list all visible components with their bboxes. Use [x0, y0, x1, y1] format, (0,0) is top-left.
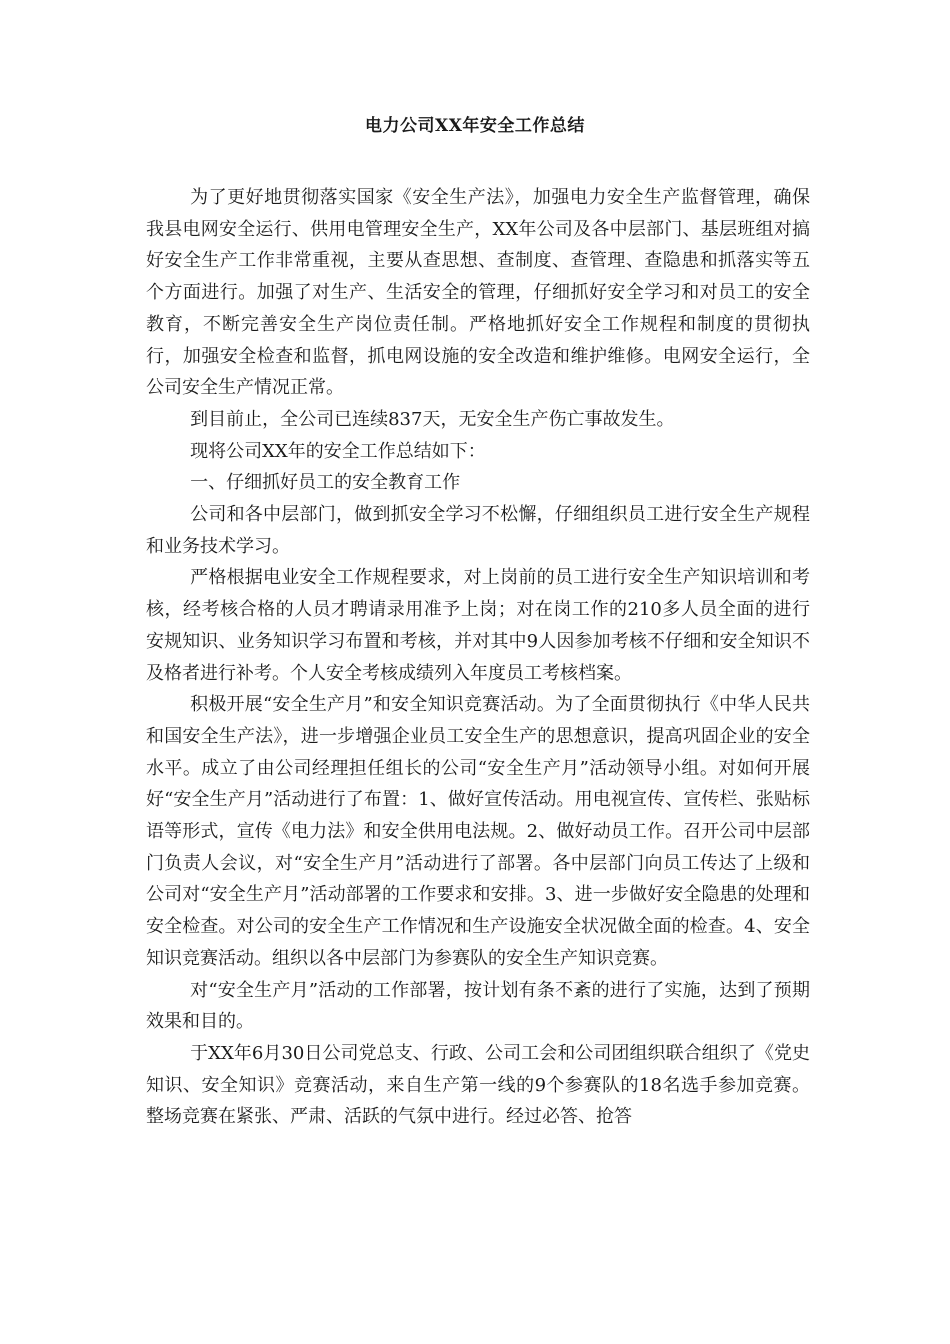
- paragraph-safety-record: 到目前止，全公司已连续837天，无安全生产伤亡事故发生。: [190, 408, 675, 430]
- paragraph-competition: 于XX年6月30日公司党总支、行政、公司工会和公司团组织联合组织了《党史知识、安全知识》竞赛活动，来自生产第一线的9个参赛队的18名选手参加竞赛。整场竞赛在紧张、严肃、活跃的气氛中进行。经过必答、抢答: [146, 1042, 810, 1128]
- paragraph-training: 严格根据电业安全工作规程要求，对上岗前的员工进行安全生产知识培训和考核，经考核合格的人员才聘请录用准予上岗；对在岗工作的210多人员全面的进行安规知识、业务知识学习布置和考核，并对其中9人因参加考核不仔细和安全知识不及格者进行补考。个人安全考核成绩列入年度员工考核档案。: [146, 567, 810, 684]
- section-heading-1: 一、仔细抓好员工的安全教育工作: [190, 472, 461, 494]
- paragraph-implementation: 对“安全生产月”活动的工作部署，按计划有条不紊的进行了实施，达到了预期效果和目的。: [146, 979, 810, 1033]
- paragraph-summary-lead: 现将公司XX年的安全工作总结如下：: [190, 440, 486, 462]
- paragraph-study: 公司和各中层部门，做到抓安全学习不松懈，仔细组织员工进行安全生产规程和业务技术学习。: [146, 504, 810, 557]
- document-body: [146, 182, 810, 1133]
- paragraph-safety-month: 积极开展“安全生产月”和安全知识竞赛活动。为了全面贯彻执行《中华人民共和国安全生产法》，进一步增强企业员工安全生产的思想意识，提高巩固企业的安全水平。成立了由公司经理担任组长的公司“安全生产月”活动领导小组。对如何开展好“安全生产月”活动进行了布置：1、做好宣传活动。用电视宣传、宣传栏、张贴标语等形式，宣传《电力法》和安全供用电法规。2、做好动员工作。召开公司中层部门负责人会议，对“安全生产月”活动进行了部署。各中层部门向员工传达了上级和公司对“安全生产月”活动部署的工作要求和安排。3、进一步做好安全隐患的处理和安全检查。对公司的安全生产工作情况和生产设施安全状况做全面的检查。4、安全知识竞赛活动。组织以各中层部门为参赛队的安全生产知识竞赛。: [146, 694, 810, 969]
- document-title: 电力公司XX年安全工作总结: [365, 116, 585, 136]
- paragraph-intro: 为了更好地贯彻落实国家《安全生产法》，加强电力安全生产监督管理，确保我县电网安全运行、供用电管理安全生产，XX年公司及各中层部门、基层班组对搞好安全生产工作非常重视，主要从查思想、查制度、查管理、查隐患和抓落实等五个方面进行。加强了对生产、生活安全的管理，仔细抓好安全学习和对员工的安全教育，不断完善安全生产岗位责任制。严格地抓好安全工作规程和制度的贯彻执行，加强安全检查和监督，抓电网设施的安全改造和维护维修。电网安全运行，全公司安全生产情况正常。: [146, 187, 810, 399]
